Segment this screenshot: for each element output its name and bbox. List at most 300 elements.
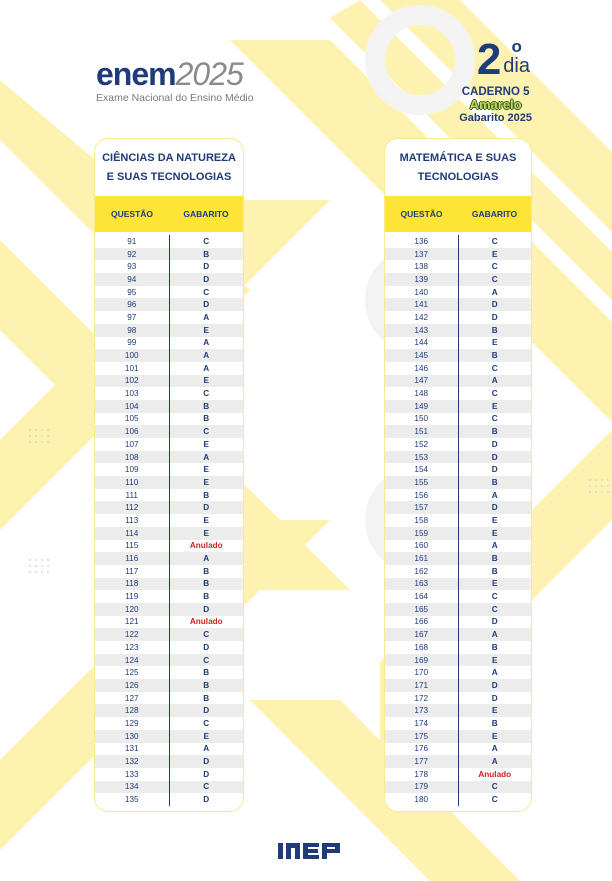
answer-key: D: [203, 300, 210, 310]
table-row: [385, 514, 531, 527]
answer-key: D: [491, 693, 498, 703]
table-row: [385, 476, 531, 489]
answer-key: A: [491, 744, 498, 754]
table-row: [385, 400, 531, 413]
table-row: [95, 616, 243, 629]
table-row: [95, 248, 243, 261]
table-row: [385, 489, 531, 502]
answer-key: D: [203, 503, 210, 513]
table-row: [95, 743, 243, 756]
table-row: [385, 451, 531, 464]
answer-key: C: [491, 262, 498, 272]
answer-key: A: [491, 757, 498, 767]
question-number: 100: [95, 349, 170, 362]
table-row: [95, 679, 243, 692]
answer-key: E: [203, 515, 209, 525]
answer-key: D: [491, 617, 498, 627]
table-row: [95, 603, 243, 616]
answer-key: E: [492, 401, 498, 411]
answer-key: B: [491, 566, 498, 576]
table-row: [385, 527, 531, 540]
question-number: 141: [385, 298, 459, 311]
question-number: 160: [385, 540, 459, 553]
question-number: 129: [95, 717, 170, 730]
table-row: [385, 616, 531, 629]
table-row: [95, 463, 243, 476]
question-number: 114: [95, 527, 170, 540]
answer-key: E: [492, 655, 498, 665]
table-row: [385, 628, 531, 641]
answer-key: A: [491, 668, 498, 678]
table-row: [95, 413, 243, 426]
question-number: 151: [385, 425, 459, 438]
answer-key: D: [491, 439, 498, 449]
question-number: 107: [95, 438, 170, 451]
answer-key: B: [203, 414, 210, 424]
day-number: 2: [476, 35, 502, 84]
question-number: 156: [385, 489, 459, 502]
answer-key: B: [203, 693, 210, 703]
question-number: 174: [385, 717, 459, 730]
question-number: 175: [385, 730, 459, 743]
table-row: [95, 590, 243, 603]
question-number: 103: [95, 387, 170, 400]
table-header: [95, 196, 243, 232]
answer-key: C: [491, 782, 498, 792]
answer-key: C: [203, 236, 210, 246]
answer-key: B: [491, 351, 498, 361]
question-number: 147: [385, 375, 459, 388]
answer-key: E: [203, 439, 209, 449]
question-number: 171: [385, 679, 459, 692]
table-row: [385, 248, 531, 261]
answer-key: E: [203, 477, 209, 487]
answer-key: A: [203, 554, 210, 564]
table-row: [95, 375, 243, 388]
question-number: 118: [95, 578, 170, 591]
question-number: 101: [95, 362, 170, 375]
table-row: [95, 793, 243, 806]
table-row: [95, 235, 243, 248]
question-number: 98: [95, 324, 170, 337]
question-number: 143: [385, 324, 459, 337]
answer-key: A: [491, 287, 498, 297]
inep-logo-icon: [278, 840, 344, 862]
answer-key: B: [491, 325, 498, 335]
table-row: [385, 717, 531, 730]
panel-matematica: [384, 138, 532, 812]
question-number: 108: [95, 451, 170, 464]
table-row: [95, 552, 243, 565]
question-number: 149: [385, 400, 459, 413]
answer-key: D: [491, 680, 498, 690]
day-ordinal: o: [511, 37, 522, 56]
answer-key: E: [203, 528, 209, 538]
table-row: [385, 387, 531, 400]
answer-key: C: [491, 274, 498, 284]
table-row: [385, 501, 531, 514]
table-row: [95, 349, 243, 362]
answer-key: C: [203, 718, 210, 728]
logo-subtitle: Exame Nacional do Ensino Médio: [96, 92, 254, 104]
booklet-info: [459, 86, 532, 124]
table-row: [95, 476, 243, 489]
table-row: [95, 514, 243, 527]
question-number: 172: [385, 692, 459, 705]
question-number: 154: [385, 463, 459, 476]
answer-key: A: [203, 744, 210, 754]
table-row: [95, 578, 243, 591]
table-row: [95, 311, 243, 324]
answer-key: B: [203, 249, 210, 259]
answer-key: B: [203, 668, 210, 678]
table-row: [95, 717, 243, 730]
answer-key: B: [203, 592, 210, 602]
question-number: 165: [385, 603, 459, 616]
answer-key: Anulado: [189, 541, 223, 551]
answer-key: D: [203, 757, 210, 767]
answer-key: E: [492, 515, 498, 525]
question-number: 135: [95, 793, 170, 806]
table-row: [95, 628, 243, 641]
answer-key: A: [203, 312, 210, 322]
question-number: 178: [385, 768, 459, 781]
question-number: 91: [95, 235, 170, 248]
table-row: [95, 489, 243, 502]
question-number: 170: [385, 666, 459, 679]
answer-key: A: [491, 541, 498, 551]
answer-key: C: [203, 427, 210, 437]
section-title-line2: TECNOLOGIAS: [417, 170, 499, 183]
answer-key: B: [203, 579, 210, 589]
question-number: 159: [385, 527, 459, 540]
table-row: [95, 324, 243, 337]
answer-key: A: [203, 351, 210, 361]
answer-key: E: [492, 579, 498, 589]
table-row: [385, 793, 531, 806]
question-number: 106: [95, 425, 170, 438]
question-number: 122: [95, 628, 170, 641]
table-row: [385, 337, 531, 350]
table-row: [385, 666, 531, 679]
question-number: 137: [385, 248, 459, 261]
answer-key: D: [203, 642, 210, 652]
question-number: 131: [95, 743, 170, 756]
table-row: [385, 641, 531, 654]
question-number: 164: [385, 590, 459, 603]
table-row: [385, 273, 531, 286]
question-number: 124: [95, 654, 170, 667]
table-row: [95, 768, 243, 781]
answer-key: B: [203, 401, 210, 411]
answer-key: C: [491, 389, 498, 399]
table-row: [385, 730, 531, 743]
answer-key: E: [492, 731, 498, 741]
table-row: [385, 755, 531, 768]
table-row: [385, 781, 531, 794]
answer-key: A: [491, 630, 498, 640]
table-row: [95, 362, 243, 375]
table-row: [95, 565, 243, 578]
answer-key: A: [491, 490, 498, 500]
question-number: 134: [95, 781, 170, 794]
answer-key: B: [203, 680, 210, 690]
table-row: [385, 324, 531, 337]
table-row: [95, 451, 243, 464]
booklet-color: Amarelo: [469, 97, 522, 112]
section-title-line1: CIÊNCIAS DA NATUREZA: [102, 151, 236, 164]
question-number: 102: [95, 375, 170, 388]
table-row: [385, 565, 531, 578]
answer-key: A: [203, 363, 210, 373]
table-row: [95, 286, 243, 299]
answer-key: E: [492, 528, 498, 538]
answer-key: Anulado: [478, 769, 512, 779]
question-number: 97: [95, 311, 170, 324]
logo-year: 2025: [175, 56, 243, 92]
answer-key: C: [491, 604, 498, 614]
question-number: 132: [95, 755, 170, 768]
table-row: [385, 743, 531, 756]
answer-key: A: [203, 452, 210, 462]
question-number: 119: [95, 590, 170, 603]
answer-key: D: [203, 604, 210, 614]
table-row: [385, 425, 531, 438]
question-number: 176: [385, 743, 459, 756]
question-number: 130: [95, 730, 170, 743]
answer-key: C: [203, 287, 210, 297]
answer-key: D: [491, 465, 498, 475]
question-number: 166: [385, 616, 459, 629]
panel-ciencias-natureza: [94, 138, 244, 812]
table-row: [385, 375, 531, 388]
answer-key: C: [491, 236, 498, 246]
table-row: [95, 641, 243, 654]
question-number: 96: [95, 298, 170, 311]
question-number: 161: [385, 552, 459, 565]
table-row: [95, 755, 243, 768]
table-row: [385, 654, 531, 667]
question-number: 116: [95, 552, 170, 565]
question-number: 113: [95, 514, 170, 527]
answer-key: D: [203, 274, 210, 284]
table-row: [385, 362, 531, 375]
section-title: [385, 139, 531, 196]
answer-key: A: [203, 338, 210, 348]
answer-key: E: [203, 325, 209, 335]
column-header-questao: QUESTÃO: [400, 209, 443, 219]
question-number: 94: [95, 273, 170, 286]
question-number: 179: [385, 781, 459, 794]
section-title-line1: MATEMÁTICA E SUAS: [399, 151, 517, 164]
answer-key: C: [491, 414, 498, 424]
question-number: 153: [385, 451, 459, 464]
table-row: [385, 603, 531, 616]
question-number: 163: [385, 578, 459, 591]
question-number: 133: [95, 768, 170, 781]
enem-wordmark: [96, 58, 254, 90]
answer-key: C: [203, 389, 210, 399]
answer-key: B: [491, 718, 498, 728]
column-header-gabarito: GABARITO: [471, 209, 518, 219]
table-row: [95, 438, 243, 451]
answer-key: A: [491, 376, 498, 386]
question-number: 110: [95, 476, 170, 489]
answer-key: E: [492, 249, 498, 259]
answer-key: C: [203, 630, 210, 640]
question-number: 109: [95, 463, 170, 476]
question-number: 150: [385, 413, 459, 426]
answer-key: D: [491, 452, 498, 462]
question-number: 162: [385, 565, 459, 578]
table-row: [385, 438, 531, 451]
answer-key: D: [491, 312, 498, 322]
section-title: [95, 139, 243, 196]
answer-key: B: [491, 554, 498, 564]
gabarito-label: Gabarito 2025: [459, 112, 532, 124]
answer-key: E: [492, 338, 498, 348]
answer-key: C: [491, 592, 498, 602]
answer-table: [95, 232, 243, 806]
table-row: [95, 692, 243, 705]
inep-logo: [278, 840, 344, 867]
column-header-gabarito: GABARITO: [183, 209, 229, 219]
answer-key: B: [491, 477, 498, 487]
answer-key: D: [203, 795, 210, 805]
question-number: 126: [95, 679, 170, 692]
answer-key: D: [203, 706, 210, 716]
question-number: 93: [95, 260, 170, 273]
table-row: [385, 260, 531, 273]
question-number: 121: [95, 616, 170, 629]
table-row: [95, 425, 243, 438]
question-number: 173: [385, 704, 459, 717]
question-number: 146: [385, 362, 459, 375]
enem-logo: [96, 58, 254, 104]
question-number: 140: [385, 286, 459, 299]
table-row: [385, 311, 531, 324]
table-row: [95, 666, 243, 679]
table-row: [95, 260, 243, 273]
table-row: [385, 235, 531, 248]
table-header: [385, 196, 531, 232]
answer-key: B: [491, 642, 498, 652]
question-number: 112: [95, 501, 170, 514]
answer-key: C: [203, 655, 210, 665]
question-number: 120: [95, 603, 170, 616]
answer-table: [385, 232, 531, 806]
table-row: [95, 501, 243, 514]
question-number: 99: [95, 337, 170, 350]
table-row: [385, 413, 531, 426]
table-row: [385, 692, 531, 705]
section-title-line2: E SUAS TECNOLOGIAS: [106, 170, 232, 183]
answer-key: B: [203, 490, 210, 500]
table-row: [95, 298, 243, 311]
table-row: [385, 578, 531, 591]
answer-key: E: [492, 706, 498, 716]
table-row: [95, 704, 243, 717]
table-row: [95, 387, 243, 400]
question-number: 152: [385, 438, 459, 451]
question-number: 145: [385, 349, 459, 362]
table-row: [95, 273, 243, 286]
answer-key: C: [491, 795, 498, 805]
answer-key: B: [491, 427, 498, 437]
table-row: [385, 298, 531, 311]
question-number: 158: [385, 514, 459, 527]
question-number: 180: [385, 793, 459, 806]
question-number: 177: [385, 755, 459, 768]
table-row: [385, 463, 531, 476]
question-number: 123: [95, 641, 170, 654]
question-number: 148: [385, 387, 459, 400]
answer-key: D: [203, 262, 210, 272]
answer-key: B: [203, 566, 210, 576]
answer-key: D: [491, 300, 498, 310]
question-number: 136: [385, 235, 459, 248]
question-number: 157: [385, 501, 459, 514]
question-number: 95: [95, 286, 170, 299]
question-number: 155: [385, 476, 459, 489]
question-number: 139: [385, 273, 459, 286]
question-number: 92: [95, 248, 170, 261]
day-badge: [476, 35, 530, 84]
question-number: 105: [95, 413, 170, 426]
table-row: [95, 654, 243, 667]
question-number: 168: [385, 641, 459, 654]
answer-key: E: [203, 731, 209, 741]
table-row: [95, 400, 243, 413]
table-row: [385, 679, 531, 692]
answer-key: E: [203, 376, 209, 386]
question-number: 128: [95, 704, 170, 717]
question-number: 117: [95, 565, 170, 578]
answer-key: D: [491, 503, 498, 513]
question-number: 125: [95, 666, 170, 679]
table-row: [95, 781, 243, 794]
answer-key: C: [491, 363, 498, 373]
question-number: 169: [385, 654, 459, 667]
column-header-questao: QUESTÃO: [110, 209, 154, 219]
answer-key: Anulado: [189, 617, 223, 627]
question-number: 127: [95, 692, 170, 705]
answer-key: D: [203, 769, 210, 779]
logo-enem-text: enem: [96, 56, 176, 92]
question-number: 167: [385, 628, 459, 641]
table-row: [385, 286, 531, 299]
table-row: [385, 590, 531, 603]
table-row: [385, 349, 531, 362]
table-row: [95, 527, 243, 540]
question-number: 138: [385, 260, 459, 273]
table-row: [95, 337, 243, 350]
table-row: [385, 552, 531, 565]
caderno-label: CADERNO 5: [461, 86, 530, 98]
answer-key: C: [203, 782, 210, 792]
table-row: [95, 540, 243, 553]
answer-key: E: [203, 465, 209, 475]
table-row: [95, 730, 243, 743]
question-number: 142: [385, 311, 459, 324]
table-row: [385, 768, 531, 781]
day-word: dia: [503, 55, 530, 77]
question-number: 111: [95, 489, 170, 502]
table-row: [385, 540, 531, 553]
table-row: [385, 704, 531, 717]
question-number: 144: [385, 337, 459, 350]
question-number: 115: [95, 540, 170, 553]
